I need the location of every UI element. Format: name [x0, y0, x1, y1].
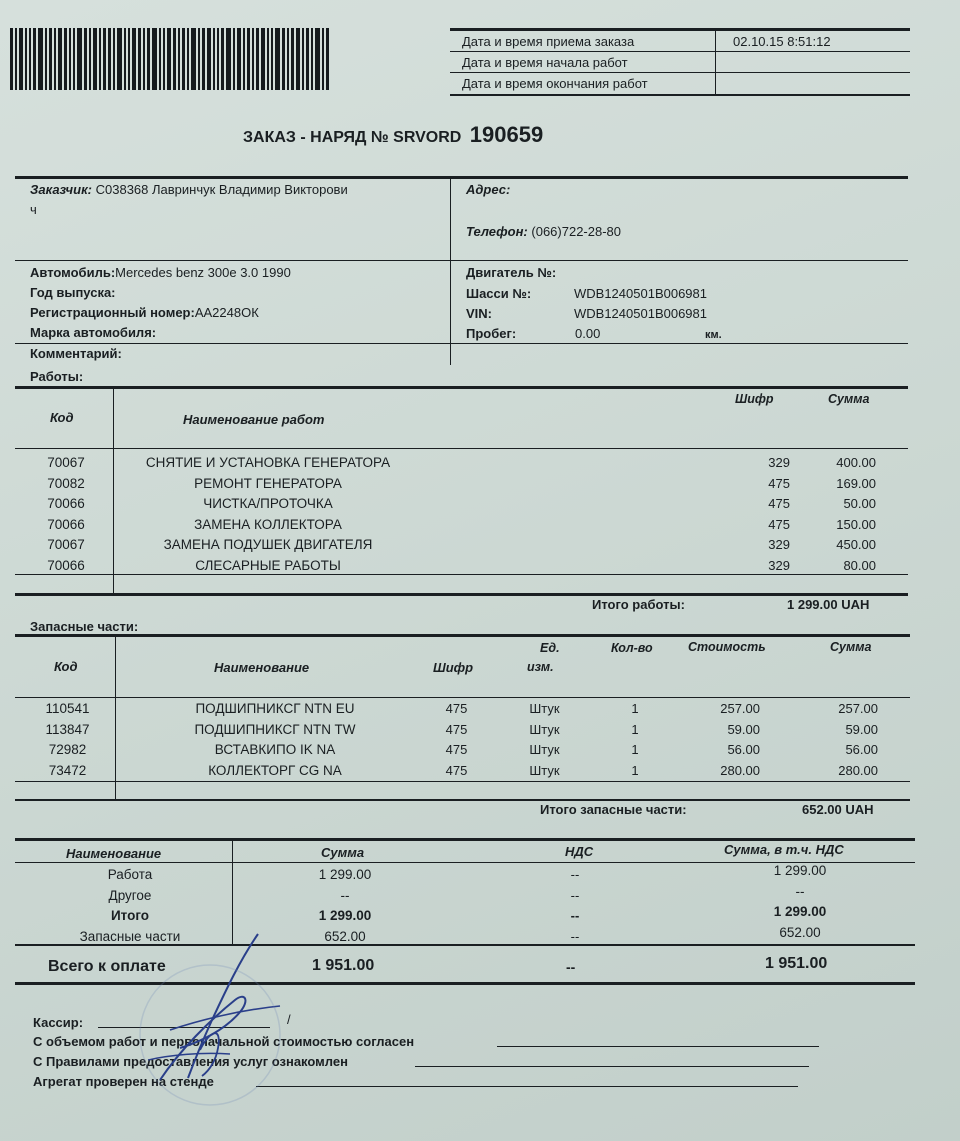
barcode-bar [221, 28, 224, 90]
customer-value: С038368 Лавринчук Владимир Викторови [95, 182, 348, 197]
barcode-bar [306, 28, 309, 90]
parts-col-sum: Сумма [830, 640, 872, 654]
summary-row-vat: -- [570, 928, 580, 944]
barcode-bar [217, 28, 219, 90]
reg-label: Регистрационный номер: [30, 305, 195, 320]
barcode-bar [191, 28, 196, 90]
grand-total-sum: 1 951.00 [312, 957, 375, 974]
part-code: 113847 [45, 721, 90, 737]
work-cipher: 329 [768, 537, 790, 552]
part-name: КОЛЛЕКТОРГ CG NA [208, 762, 342, 778]
barcode-bar [311, 28, 313, 90]
barcode-bar [163, 28, 165, 90]
year-label: Год выпуска: [30, 285, 116, 300]
summary-top-rule [15, 838, 915, 841]
barcode-bar [187, 28, 189, 90]
reg-line [30, 305, 259, 320]
parts-col-unit-2: изм. [527, 660, 554, 674]
barcode-bar [38, 28, 43, 90]
barcode-bar [132, 28, 136, 90]
barcode-bar [287, 28, 289, 90]
stand-label: Агрегат проверен на стенде [33, 1074, 214, 1089]
barcode-bar [282, 28, 285, 90]
barcode-bar [89, 28, 91, 90]
barcode-bar [33, 28, 36, 90]
part-code: 110541 [45, 701, 90, 716]
engine-label: Двигатель №: [466, 265, 557, 280]
part-unit: Штук [529, 721, 560, 737]
barcode-bar [159, 28, 161, 90]
barcode-bar [322, 28, 324, 90]
mileage-unit: км. [705, 329, 722, 341]
work-cipher: 329 [768, 455, 790, 470]
parts-section-label: Запасные части: [30, 619, 139, 634]
summary-col-name: Наименование [66, 846, 162, 861]
part-qty: 1 [631, 701, 639, 716]
works-col-code: Код [50, 410, 74, 425]
works-col-name: Наименование работ [183, 412, 325, 427]
barcode-bar [69, 28, 71, 90]
barcode-bar [252, 28, 254, 90]
work-name: ЗАМЕНА ПОДУШЕК ДВИГАТЕЛЯ [163, 537, 373, 552]
barcode-bar [261, 28, 265, 90]
works-col-cipher: Шифр [735, 392, 774, 406]
car-line [30, 265, 291, 280]
customer-line [30, 182, 348, 197]
mileage-label: Пробег: [466, 326, 517, 341]
work-sum: 150.00 [836, 516, 876, 532]
work-code: 70066 [47, 496, 85, 511]
summary-row-name: Работа [107, 867, 153, 882]
barcode-bar [167, 28, 171, 90]
barcode-bar [233, 28, 235, 90]
barcode [10, 28, 382, 90]
vehicle-top-rule [15, 260, 908, 261]
summary-row-sum-vat: 1 299.00 [773, 863, 827, 878]
work-code: 70067 [47, 537, 85, 552]
agree-label: С объемом работ и первоначальной стоимостью согласен [33, 1034, 415, 1049]
barcode-bar [207, 28, 211, 90]
barcode-bar [19, 28, 23, 90]
phone-value: (066)722-28-80 [531, 224, 622, 239]
barcode-bar [198, 28, 200, 90]
part-sum: 56.00 [845, 742, 878, 757]
barcode-bar [117, 28, 122, 90]
work-cipher: 475 [768, 516, 790, 532]
works-total-label: Итого работы: [592, 597, 685, 612]
faint-stamp [100, 960, 300, 1110]
header-table-divider [715, 28, 716, 96]
barcode-bar [178, 28, 180, 90]
works-bottom-rule [15, 593, 908, 596]
part-sum: 280.00 [838, 762, 878, 778]
barcode-bar [213, 28, 215, 90]
barcode-bar [58, 28, 62, 90]
address-label: Адрес: [466, 182, 511, 197]
customer-value-cont: ч [30, 202, 37, 217]
agree-signature-line [497, 1046, 819, 1047]
reg-value: АА2248ОК [194, 305, 259, 320]
part-cipher: 475 [445, 742, 468, 757]
part-cipher: 475 [445, 701, 468, 716]
part-cost: 56.00 [727, 742, 760, 757]
work-name: РЕМОНТ ГЕНЕРАТОРА [194, 475, 342, 491]
barcode-bar [296, 28, 300, 90]
grand-total-label: Всего к оплате [48, 958, 166, 975]
barcode-bar [152, 28, 157, 90]
works-top-rule [15, 386, 908, 389]
order-title-prefix: ЗАКАЗ - НАРЯД № SRVORD [243, 129, 462, 146]
summary-row-vat: -- [570, 887, 580, 903]
received-date-value: 02.10.15 8:51:12 [733, 34, 831, 49]
rules-label: С Правилами предоставления услуг ознакомлен [33, 1054, 348, 1069]
work-name: СЛЕСАРНЫЕ РАБОТЫ [195, 557, 341, 573]
parts-header-rule [15, 697, 910, 698]
parts-total-label: Итого запасные части: [540, 802, 687, 817]
cashier-slash: / [287, 1012, 291, 1027]
barcode-bar [326, 28, 329, 90]
part-cost: 59.00 [727, 721, 760, 737]
end-date-label: Дата и время окончания работ [462, 76, 648, 91]
summary-row-name: Итого [110, 908, 150, 923]
barcode-bar [73, 28, 75, 90]
barcode-bar [256, 28, 259, 90]
parts-col-code: Код [54, 659, 78, 674]
part-qty: 1 [631, 742, 639, 757]
vin-value: WDB1240501B006981 [574, 306, 707, 321]
barcode-bar [202, 28, 205, 90]
barcode-bar [302, 28, 304, 90]
grand-total-sum-vat: 1 951.00 [765, 955, 828, 972]
work-cipher: 475 [768, 475, 790, 491]
summary-row-sum-vat: -- [795, 883, 805, 899]
summary-row-sum: 652.00 [324, 928, 366, 944]
part-cipher: 475 [445, 721, 468, 737]
works-body-rule [15, 574, 908, 575]
chassis-label: Шасси №: [466, 286, 532, 301]
grand-total-vat: -- [566, 959, 576, 975]
customer-divider [450, 178, 451, 365]
part-name: ПОДШИПНИКСГ NTN EU [195, 701, 355, 716]
barcode-bar [182, 28, 185, 90]
barcode-bar [108, 28, 111, 90]
parts-col-qty: Кол-во [611, 641, 653, 655]
work-cipher: 329 [768, 557, 790, 573]
rules-signature-line [415, 1066, 809, 1067]
barcode-bar [243, 28, 245, 90]
barcode-bar [45, 28, 47, 90]
parts-bottom-rule [15, 799, 910, 801]
mileage-value: 0.00 [575, 326, 601, 341]
barcode-bar [103, 28, 106, 90]
summary-row-name: Другое [108, 887, 152, 903]
summary-row-sum: 1 299.00 [318, 908, 372, 923]
work-name: ЧИСТКА/ПРОТОЧКА [203, 496, 333, 511]
barcode-bar [124, 28, 126, 90]
header-table-rule [450, 51, 910, 52]
summary-col-vat: НДС [565, 844, 594, 859]
barcode-bar [15, 28, 17, 90]
part-name: ПОДШИПНИКСГ NTN TW [194, 721, 356, 737]
work-sum: 400.00 [836, 455, 876, 470]
part-qty: 1 [631, 721, 639, 737]
barcode-bar [25, 28, 27, 90]
summary-row-name: Запасные части [79, 928, 181, 944]
parts-col-cost: Стоимость [688, 640, 766, 654]
vin-label: VIN: [466, 306, 492, 321]
car-value: Mercedes benz 300e 3.0 1990 [115, 265, 291, 280]
part-sum: 59.00 [845, 721, 878, 737]
barcode-bar [247, 28, 250, 90]
summary-row-sum: 1 299.00 [318, 867, 372, 882]
barcode-bar [275, 28, 280, 90]
part-unit: Штук [529, 762, 560, 778]
work-sum: 450.00 [836, 537, 876, 552]
order-number: 190659 [469, 122, 544, 147]
barcode-bar [147, 28, 150, 90]
part-code: 73472 [48, 762, 87, 778]
work-name: СНЯТИЕ И УСТАНОВКА ГЕНЕРАТОРА [145, 455, 391, 470]
works-code-divider [113, 388, 114, 594]
barcode-bar [54, 28, 56, 90]
summary-col-sum: Сумма [321, 845, 365, 860]
car-label: Автомобиль: [30, 265, 116, 280]
summary-row-vat: -- [570, 867, 580, 882]
works-section-label: Работы: [30, 369, 84, 384]
barcode-bar [237, 28, 241, 90]
parts-col-cipher: Шифр [433, 660, 474, 675]
parts-code-divider [115, 636, 116, 800]
barcode-bar [10, 28, 13, 90]
part-cipher: 475 [445, 762, 468, 778]
phone-line [466, 224, 621, 239]
barcode-bar [99, 28, 101, 90]
header-table-rule [450, 72, 910, 73]
barcode-bar [93, 28, 97, 90]
parts-top-rule [15, 634, 910, 637]
summary-row-sum-vat: 1 299.00 [773, 904, 827, 919]
chassis-value: WDB1240501B006981 [574, 286, 707, 301]
work-sum: 50.00 [843, 496, 876, 511]
work-code: 70082 [47, 475, 85, 491]
part-unit: Штук [529, 701, 560, 716]
comment-rule [15, 343, 908, 344]
order-title [243, 122, 543, 148]
barcode-bar [173, 28, 176, 90]
cashier-label: Кассир: [33, 1015, 84, 1030]
barcode-bar [267, 28, 269, 90]
header-table-bottom-rule [450, 94, 910, 96]
summary-row-vat: -- [570, 908, 580, 923]
part-cost: 280.00 [720, 762, 760, 778]
barcode-bar [143, 28, 145, 90]
works-col-sum: Сумма [828, 392, 870, 406]
parts-body-rule [15, 781, 910, 782]
barcode-bar [84, 28, 87, 90]
start-date-label: Дата и время начала работ [462, 55, 628, 70]
work-sum: 80.00 [843, 557, 876, 573]
barcode-bar [29, 28, 31, 90]
work-sum: 169.00 [836, 475, 876, 491]
parts-col-name: Наименование [214, 660, 310, 675]
header-table-top-rule [450, 28, 910, 31]
customer-label: Заказчик: [30, 182, 92, 197]
barcode-bar [64, 28, 67, 90]
work-code: 70066 [47, 557, 85, 573]
summary-col-sum-vat: Сумма, в т.ч. НДС [724, 842, 844, 857]
barcode-bar [315, 28, 320, 90]
work-cipher: 475 [768, 496, 790, 511]
phone-label: Телефон: [466, 224, 528, 239]
summary-row-sum: -- [340, 887, 350, 903]
barcode-bar [271, 28, 273, 90]
barcode-bar [291, 28, 294, 90]
barcode-bar [77, 28, 82, 90]
stand-signature-line [256, 1086, 798, 1087]
customer-top-rule [15, 176, 908, 179]
part-sum: 257.00 [838, 701, 878, 716]
works-total-value: 1 299.00 UAH [787, 597, 870, 612]
received-date-label: Дата и время приема заказа [462, 34, 635, 49]
part-name: ВСТАВКИПО IK NA [214, 742, 336, 757]
summary-row-sum-vat: 652.00 [779, 924, 821, 940]
barcode-bar [113, 28, 115, 90]
work-code: 70066 [47, 516, 85, 532]
work-code: 70067 [47, 455, 85, 470]
part-cost: 257.00 [720, 701, 760, 716]
barcode-bar [49, 28, 52, 90]
barcode-bar [128, 28, 130, 90]
works-header-rule [15, 448, 908, 449]
parts-total-value: 652.00 UAH [802, 802, 874, 817]
parts-col-unit-1: Ед. [540, 641, 560, 655]
part-unit: Штук [529, 742, 560, 757]
barcode-bar [138, 28, 141, 90]
work-name: ЗАМЕНА КОЛЛЕКТОРА [194, 516, 342, 532]
brand-label: Марка автомобиля: [30, 325, 157, 340]
part-qty: 1 [631, 762, 639, 778]
part-code: 72982 [48, 742, 87, 757]
barcode-bar [226, 28, 231, 90]
comment-label: Комментарий: [30, 346, 122, 361]
